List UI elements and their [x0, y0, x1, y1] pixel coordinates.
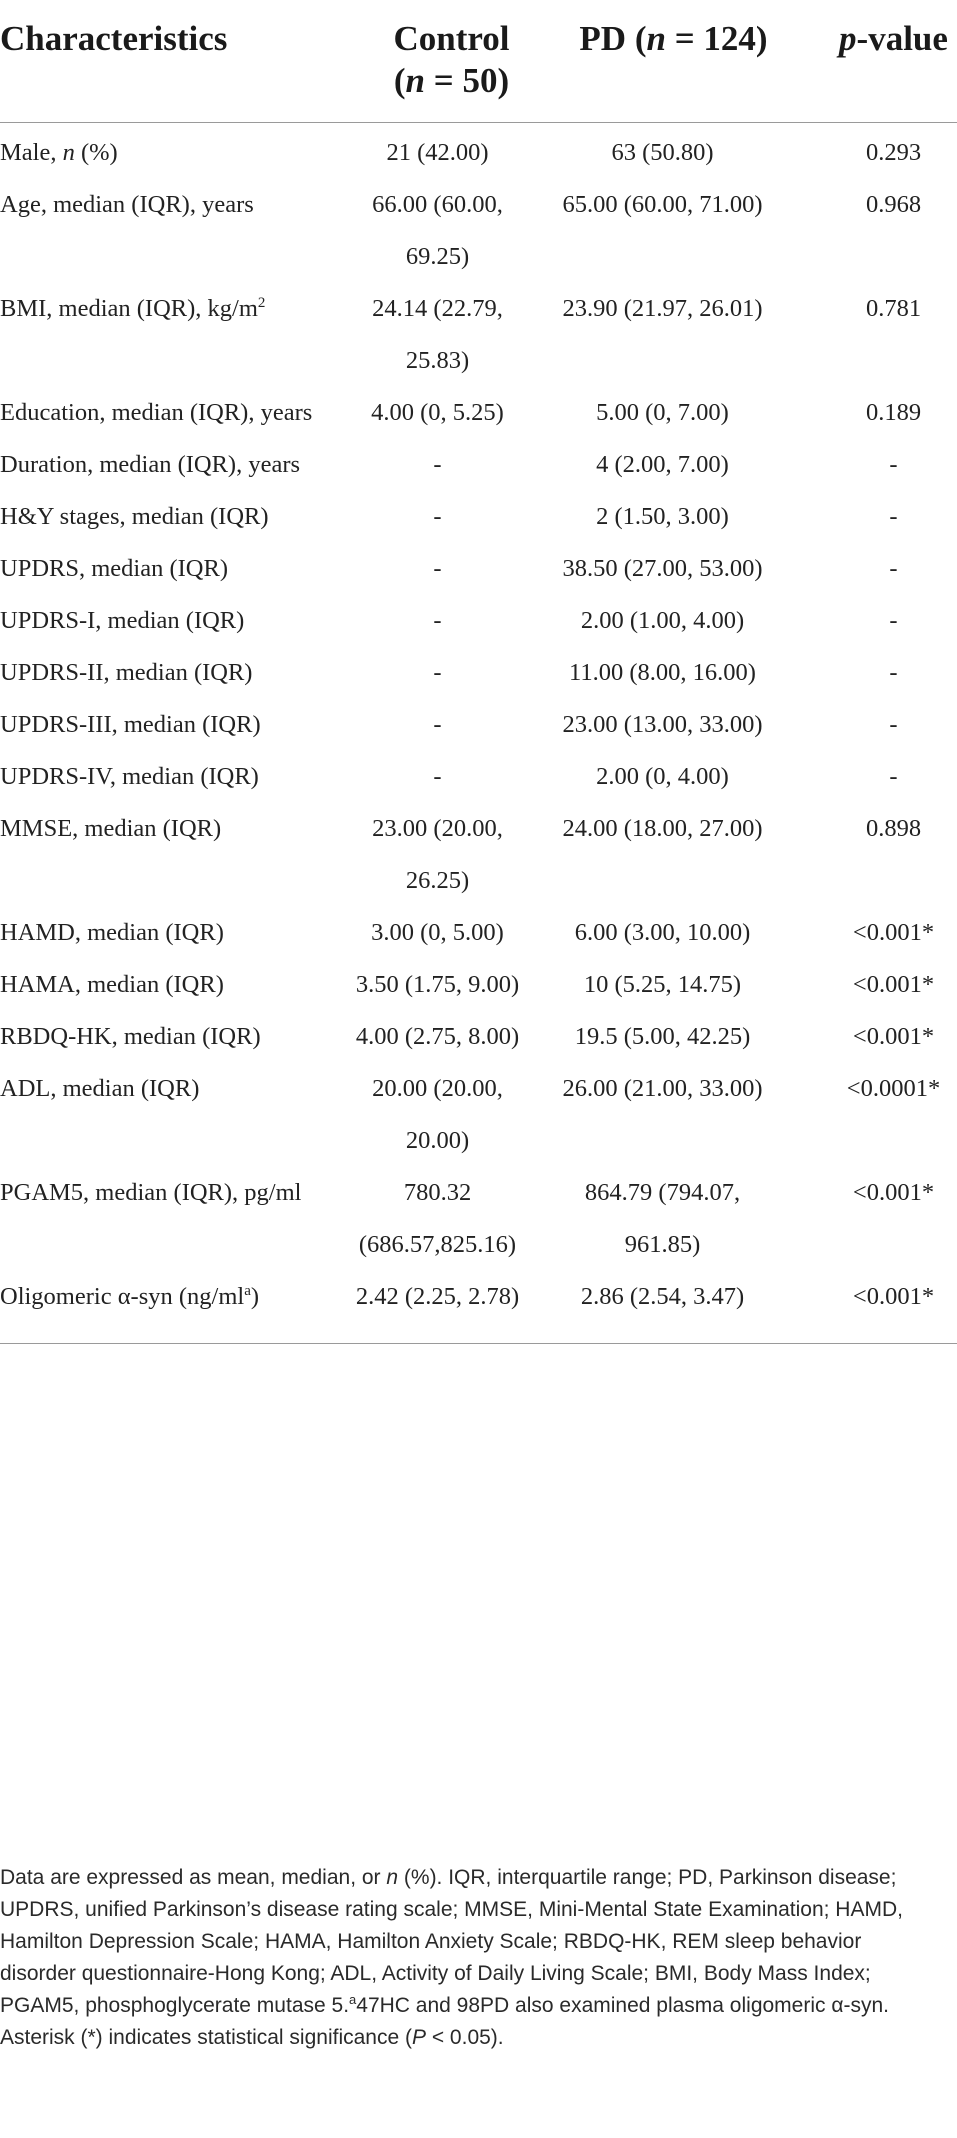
table-footnote	[0, 1862, 940, 2054]
table-row	[0, 1167, 957, 1271]
row-label: HAMA, median (IQR)	[0, 971, 224, 998]
pd-value: 10 (5.25, 14.75)	[583, 971, 742, 998]
table-row	[0, 647, 957, 699]
control-value: 780.32 (686.57,825.16)	[358, 1179, 517, 1258]
control-value: -	[433, 659, 442, 686]
p-value: <0.0001*	[846, 1075, 941, 1102]
control-value: 23.00 (20.00, 26.25)	[372, 815, 503, 894]
control-value: -	[433, 555, 442, 582]
table-row	[0, 907, 957, 959]
p-value: 0.898	[865, 815, 922, 842]
p-value: 0.189	[865, 399, 922, 426]
pd-value: 23.90 (21.97, 26.01)	[562, 295, 763, 322]
p-value: <0.001*	[852, 1023, 935, 1050]
table-row	[0, 439, 957, 491]
pd-value: 65.00 (60.00, 71.00)	[562, 191, 763, 218]
p-value: <0.001*	[852, 1179, 935, 1206]
p-value: -	[889, 659, 898, 686]
table-row	[0, 803, 957, 907]
p-value: -	[889, 607, 898, 634]
pd-value: 2.00 (1.00, 4.00)	[580, 607, 745, 634]
p-value: -	[889, 451, 898, 478]
table-row	[0, 123, 957, 180]
footnote-abbreviations: Data are expressed as mean, median, or n (%). IQR, interquartile range; PD, Parkinson disease; UPDRS, unified Parkinson’s disease rating scale; MMSE, Mini-Mental State Examination; HAMD, Hamilton Depression Scale; HAMA, Hamilton Anxiety Scale; RBDQ-HK, REM sleep behavior disorder questionnaire-Hong Kong; ADL, Activity of Daily Living Scale; BMI, Body Mass Index; PGAM5, phosphoglycerate mutase 5.$^a$47HC and 98PD also examined plasma oligomeric α-syn.	[0, 1866, 903, 2017]
table-row	[0, 491, 957, 543]
control-value: 21 (42.00)	[386, 139, 489, 166]
table-row	[0, 1271, 957, 1344]
row-label: BMI, median (IQR), $kg/m^2$	[0, 294, 266, 322]
p-value: 0.968	[865, 191, 922, 218]
table-row	[0, 1011, 957, 1063]
control-value: -	[433, 503, 442, 530]
p-value: <0.001*	[852, 971, 935, 998]
header-pd: PD (n = 124)	[579, 19, 768, 58]
pd-value: 38.50 (27.00, 53.00)	[562, 555, 763, 582]
pd-value: 19.5 (5.00, 42.25)	[574, 1023, 751, 1050]
pd-value: 63 (50.80)	[611, 139, 714, 166]
control-value: 3.00 (0, 5.00)	[371, 919, 504, 946]
row-label: MMSE, median (IQR)	[0, 815, 222, 842]
pd-value: 2 (1.50, 3.00)	[596, 503, 729, 530]
p-value: <0.001*	[852, 1283, 935, 1310]
row-label: H&Y stages, median (IQR)	[0, 503, 269, 530]
pd-value: 24.00 (18.00, 27.00)	[562, 815, 763, 842]
row-label: UPDRS-III, median (IQR)	[0, 711, 261, 738]
footnote-significance: Asterisk (*) indicates statistical significance (P < 0.05).	[0, 2026, 504, 2049]
pd-value: 6.00 (3.00, 10.00)	[574, 919, 751, 946]
row-label: RBDQ-HK, median (IQR)	[0, 1023, 261, 1050]
row-label: UPDRS-IV, median (IQR)	[0, 763, 259, 790]
row-label: Education, median (IQR), years	[0, 399, 313, 426]
p-value: -	[889, 503, 898, 530]
pd-value: 2.86 (2.54, 3.47)	[580, 1283, 745, 1310]
p-value: 0.293	[865, 139, 922, 166]
table-row	[0, 959, 957, 1011]
control-value: -	[433, 451, 442, 478]
header-p-value: p-value	[839, 19, 948, 58]
row-label: UPDRS, median (IQR)	[0, 555, 228, 582]
p-value: -	[889, 763, 898, 790]
p-value: -	[889, 555, 898, 582]
control-value: -	[433, 763, 442, 790]
pd-value: 5.00 (0, 7.00)	[596, 399, 729, 426]
control-value: 3.50 (1.75, 9.00)	[355, 971, 520, 998]
pd-value: 23.00 (13.00, 33.00)	[562, 711, 763, 738]
pd-value: 11.00 (8.00, 16.00)	[569, 659, 756, 686]
table-row	[0, 283, 957, 387]
table-row	[0, 699, 957, 751]
row-label: ADL, median (IQR)	[0, 1075, 200, 1102]
p-value: 0.781	[865, 295, 922, 322]
pd-value: 4 (2.00, 7.00)	[596, 451, 729, 478]
control-value: 4.00 (0, 5.25)	[371, 399, 504, 426]
p-value: -	[889, 711, 898, 738]
row-label: Age, median (IQR), years	[0, 191, 254, 218]
row-label: Male, n (%)	[0, 139, 118, 166]
table-row	[0, 179, 957, 283]
row-label: Duration, median (IQR), years	[0, 451, 301, 478]
pd-value: 26.00 (21.00, 33.00)	[562, 1075, 763, 1102]
control-value: 66.00 (60.00, 69.25)	[372, 191, 503, 270]
row-label: PGAM5, median (IQR), pg/ml	[0, 1179, 302, 1206]
header-row	[0, 0, 957, 123]
row-label: HAMD, median (IQR)	[0, 919, 224, 946]
pd-value: 864.79 (794.07, 961.85)	[584, 1179, 741, 1258]
table-row	[0, 1063, 957, 1167]
header-characteristics: Characteristics	[0, 19, 228, 58]
row-label: Oligomeric α-syn $(ng/ml^a)$	[0, 1282, 260, 1310]
control-value: 4.00 (2.75, 8.00)	[355, 1023, 520, 1050]
p-value: <0.001*	[852, 919, 935, 946]
control-value: 20.00 (20.00, 20.00)	[372, 1075, 503, 1154]
table-row	[0, 595, 957, 647]
header-control: Control (n = 50)	[393, 19, 510, 100]
control-value: -	[433, 711, 442, 738]
control-value: 24.14 (22.79, 25.83)	[372, 295, 503, 374]
row-label: UPDRS-I, median (IQR)	[0, 607, 245, 634]
pd-value: 2.00 (0, 4.00)	[596, 763, 729, 790]
table-row	[0, 387, 957, 439]
control-value: -	[433, 607, 442, 634]
table-row	[0, 543, 957, 595]
row-label: UPDRS-II, median (IQR)	[0, 659, 253, 686]
table-row	[0, 751, 957, 803]
control-value: 2.42 (2.25, 2.78)	[355, 1283, 520, 1310]
